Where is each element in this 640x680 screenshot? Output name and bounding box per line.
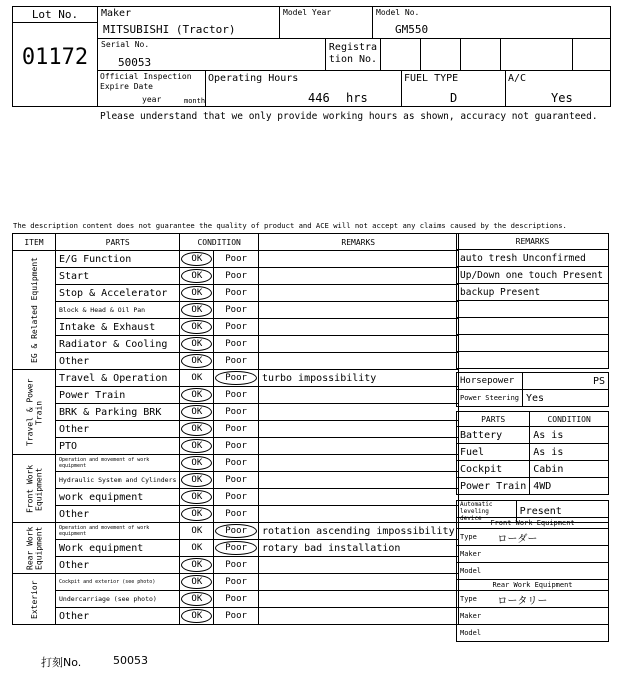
remark-cell	[258, 438, 458, 455]
remarks-header: REMARKS	[258, 234, 458, 251]
front-maker-label: Maker	[457, 546, 495, 563]
part-name: Other	[56, 421, 180, 438]
poor-option[interactable]: Poor	[225, 594, 247, 604]
month-label: month	[184, 97, 206, 105]
spec-row	[457, 427, 609, 444]
front-type-label: Type	[457, 529, 495, 546]
horsepower-row	[457, 373, 609, 390]
poor-option[interactable]: Poor	[225, 339, 247, 349]
item-group-label: EG & Related Equipment	[13, 251, 56, 370]
part-name: Block & Head & Oil Pan	[56, 302, 180, 319]
remark-cell	[258, 455, 458, 472]
spec-row	[457, 461, 609, 478]
poor-option[interactable]: Poor	[225, 611, 247, 621]
poor-option[interactable]: Poor	[225, 390, 247, 400]
poor-cell	[214, 438, 259, 455]
table-row	[13, 574, 459, 591]
ac-value: Yes	[551, 91, 573, 105]
item-group-label: Exterior	[13, 574, 56, 625]
remark-cell	[258, 353, 458, 370]
poor-option[interactable]: Poor	[225, 254, 247, 264]
poor-option[interactable]: Poor	[225, 271, 247, 281]
lot-number: 01172	[21, 45, 89, 70]
poor-cell	[214, 523, 259, 540]
remark-cell: rotation ascending impossibility	[258, 523, 458, 540]
part-name: Undercarriage (see photo)	[56, 591, 180, 608]
model-no-label: Model No.	[376, 8, 420, 17]
poor-cell	[214, 268, 259, 285]
poor-cell	[214, 302, 259, 319]
ok-selected-mark[interactable]: OK	[181, 507, 212, 521]
ok-cell	[180, 353, 214, 370]
right-remark-row	[457, 318, 609, 335]
part-name: PTO	[56, 438, 180, 455]
part-name: Power Train	[56, 387, 180, 404]
ok-cell	[180, 421, 214, 438]
table-row	[13, 268, 459, 285]
poor-option[interactable]: Poor	[225, 458, 247, 468]
ok-selected-mark[interactable]: OK	[181, 609, 212, 623]
remark-cell: turbo impossibility	[258, 370, 458, 387]
right-remark-line	[457, 301, 609, 318]
serial-value: 50053	[118, 56, 152, 69]
part-name: Travel & Operation	[56, 370, 180, 387]
ok-selected-mark[interactable]: OK	[181, 269, 212, 283]
hours-notice: Please understand that we only provide working hours as shown, accuracy not guaranteed.	[100, 111, 598, 122]
right-remarks-table	[456, 233, 609, 369]
poor-selected-mark[interactable]: Poor	[215, 541, 257, 555]
front-work-title: Front Work Equipment	[457, 518, 609, 529]
operating-hours-cell	[206, 71, 402, 106]
inspection-cell	[98, 71, 206, 106]
spec-value: 4WD	[530, 478, 609, 495]
rear-type-value: ロータリー	[494, 591, 608, 608]
part-name: Other	[56, 353, 180, 370]
table-row	[13, 523, 459, 540]
rear-work-title: Rear Work Equipment	[457, 580, 609, 591]
part-name: E/G Function	[56, 251, 180, 268]
rear-type-label: Type	[457, 591, 495, 608]
poor-selected-mark[interactable]: Poor	[215, 371, 257, 385]
ok-cell	[180, 489, 214, 506]
right-remark-row	[457, 301, 609, 318]
remark-cell	[258, 302, 458, 319]
spec-value: Cabin	[530, 461, 609, 478]
serial-label: Serial No.	[101, 40, 150, 49]
poor-cell	[214, 489, 259, 506]
item-group-label: Rear Work Equipment	[13, 523, 56, 574]
registration-box-4	[501, 39, 573, 71]
operating-hours-label: Operating Hours	[208, 73, 299, 84]
ok-cell	[180, 302, 214, 319]
specs-table	[456, 372, 609, 407]
ok-cell	[180, 268, 214, 285]
ok-selected-mark[interactable]: OK	[181, 575, 212, 589]
right-remarks-header: REMARKS	[457, 234, 609, 250]
model-no-cell	[373, 7, 610, 39]
horsepower-label: Horsepower	[457, 373, 523, 390]
auto-leveling-value: Present	[516, 501, 608, 523]
item-group-label: Front Work Equipment	[13, 455, 56, 523]
ok-cell	[180, 591, 214, 608]
poor-cell	[214, 353, 259, 370]
ok-cell	[180, 370, 214, 387]
power-steering-label: Power Steering	[457, 390, 523, 407]
remark-cell	[258, 421, 458, 438]
table-row	[13, 557, 459, 574]
fuel-type-label: FUEL TYPE	[404, 73, 459, 84]
parts-header: PARTS	[56, 234, 180, 251]
part-name: Other	[56, 608, 180, 625]
remark-cell: rotary bad installation	[258, 540, 458, 557]
poor-cell	[214, 319, 259, 336]
table-row	[13, 591, 459, 608]
registration-box-2	[421, 39, 461, 71]
poor-cell	[214, 557, 259, 574]
remark-cell	[258, 608, 458, 625]
poor-option[interactable]: Poor	[225, 424, 247, 434]
part-name: BRK & Parking BRK	[56, 404, 180, 421]
ok-selected-mark[interactable]: OK	[181, 592, 212, 606]
poor-cell	[214, 387, 259, 404]
ok-selected-mark[interactable]: OK	[181, 456, 212, 470]
table-row	[13, 251, 459, 268]
poor-cell	[214, 506, 259, 523]
poor-cell	[214, 574, 259, 591]
poor-option[interactable]: Poor	[225, 288, 247, 298]
part-name: Operation and movement of work equipment	[56, 455, 180, 472]
poor-option[interactable]: Poor	[225, 407, 247, 417]
right-remark-line: Up/Down one touch Present	[457, 267, 609, 284]
front-work-table	[456, 517, 609, 580]
item-group-label: Travel & Power Train	[13, 370, 56, 455]
spec-label: Battery	[457, 427, 530, 444]
spec-row	[457, 478, 609, 495]
table-row	[13, 489, 459, 506]
spec-value: As is	[530, 444, 609, 461]
ok-cell	[180, 336, 214, 353]
right-remark-line: auto tresh Unconfirmed	[457, 250, 609, 267]
ok-selected-mark[interactable]: OK	[181, 286, 212, 300]
parts-condition-header-row	[457, 412, 609, 427]
table-row	[13, 421, 459, 438]
poor-option[interactable]: Poor	[225, 475, 247, 485]
poor-cell	[214, 540, 259, 557]
table-row	[13, 540, 459, 557]
hours-unit: hrs	[346, 91, 368, 105]
table-row	[13, 353, 459, 370]
ok-cell	[180, 506, 214, 523]
remark-cell	[258, 251, 458, 268]
ok-selected-mark[interactable]: OK	[181, 490, 212, 504]
part-name: Work equipment	[56, 540, 180, 557]
year-label: year	[142, 95, 162, 104]
poor-option[interactable]: Poor	[225, 305, 247, 315]
front-maker-value	[494, 546, 608, 563]
ac-label: A/C	[508, 73, 527, 84]
poor-option[interactable]: Poor	[225, 492, 247, 502]
poor-cell	[214, 251, 259, 268]
ok-cell	[180, 251, 214, 268]
part-name: Other	[56, 557, 180, 574]
ok-selected-mark[interactable]: OK	[181, 439, 212, 453]
part-name: Operation and movement of work equipment	[56, 523, 180, 540]
part-name: Hydraulic System and Cylinders	[56, 472, 180, 489]
operating-hours-value: 446	[308, 91, 330, 105]
poor-option[interactable]: Poor	[225, 577, 247, 587]
spec-label: Power Train	[457, 478, 530, 495]
right-remark-row	[457, 267, 609, 284]
fuel-type-cell	[402, 71, 506, 106]
registration-box-5	[573, 39, 610, 71]
ok-option[interactable]: OK	[191, 543, 203, 553]
table-row	[13, 438, 459, 455]
poor-cell	[214, 285, 259, 302]
poor-cell	[214, 608, 259, 625]
maker-cell	[98, 7, 280, 39]
ok-cell	[180, 523, 214, 540]
ok-selected-mark[interactable]: OK	[181, 252, 212, 266]
poor-cell	[214, 591, 259, 608]
poor-option[interactable]: Poor	[225, 560, 247, 570]
remark-cell	[258, 489, 458, 506]
poor-option[interactable]: Poor	[225, 509, 247, 519]
right-remark-row	[457, 250, 609, 267]
table-row	[13, 319, 459, 336]
remark-cell	[258, 506, 458, 523]
part-name: Radiator & Cooling	[56, 336, 180, 353]
ok-selected-mark[interactable]: OK	[181, 388, 212, 402]
poor-option[interactable]: Poor	[225, 441, 247, 451]
inspection-label: Official Inspection Expire Date	[100, 72, 192, 91]
poor-cell	[214, 404, 259, 421]
remark-cell	[258, 387, 458, 404]
serial-cell	[98, 39, 326, 71]
poor-option[interactable]: Poor	[225, 322, 247, 332]
power-steering-value: Yes	[523, 390, 609, 407]
stamp-value: 50053	[113, 654, 148, 667]
condition-header: CONDITION	[180, 234, 259, 251]
front-model-label: Model	[457, 563, 495, 580]
spec-label: Fuel	[457, 444, 530, 461]
ok-option[interactable]: OK	[191, 373, 203, 383]
table-row	[13, 285, 459, 302]
specs-condition-header: CONDITION	[530, 412, 609, 427]
ok-cell	[180, 557, 214, 574]
poor-cell	[214, 336, 259, 353]
remark-cell	[258, 319, 458, 336]
ok-cell	[180, 319, 214, 336]
registration-box-3	[461, 39, 501, 71]
part-name: Cockpit and exterior (see photo)	[56, 574, 180, 591]
stamp-label: 打刻No.	[41, 656, 82, 669]
right-remark-row	[457, 335, 609, 352]
ok-selected-mark[interactable]: OK	[181, 473, 212, 487]
registration-label: Registration No.	[328, 42, 378, 65]
ok-selected-mark[interactable]: OK	[181, 558, 212, 572]
rear-maker-value	[494, 608, 608, 625]
item-header: ITEM	[13, 234, 56, 251]
part-name: work equipment	[56, 489, 180, 506]
part-name: Stop & Accelerator	[56, 285, 180, 302]
ok-cell	[180, 404, 214, 421]
right-remark-line	[457, 352, 609, 369]
spec-value: As is	[530, 427, 609, 444]
lot-label: Lot No.	[13, 7, 97, 23]
model-year-label: Model Year	[283, 8, 332, 17]
ok-cell	[180, 472, 214, 489]
ok-cell	[180, 285, 214, 302]
ok-selected-mark[interactable]: OK	[181, 354, 212, 368]
spec-row	[457, 444, 609, 461]
fuel-type-value: D	[450, 91, 458, 105]
front-model-value	[494, 563, 608, 580]
poor-cell	[214, 370, 259, 387]
ok-option[interactable]: OK	[191, 526, 203, 536]
horsepower-unit: PS	[523, 373, 609, 390]
rear-maker-label: Maker	[457, 608, 495, 625]
remark-cell	[258, 336, 458, 353]
ok-selected-mark[interactable]: OK	[181, 422, 212, 436]
table-header-row	[13, 234, 459, 251]
specs-parts-header: PARTS	[457, 412, 530, 427]
spec-label: Cockpit	[457, 461, 530, 478]
ok-selected-mark[interactable]: OK	[181, 320, 212, 334]
table-row	[13, 387, 459, 404]
inspection-table	[12, 233, 459, 625]
poor-selected-mark[interactable]: Poor	[215, 524, 257, 538]
poor-cell	[214, 472, 259, 489]
ok-selected-mark[interactable]: OK	[181, 337, 212, 351]
front-type-value: ローダー	[494, 529, 608, 546]
right-remark-line: backup Present	[457, 284, 609, 301]
remark-cell	[258, 285, 458, 302]
table-row	[13, 302, 459, 319]
ok-cell	[180, 438, 214, 455]
remark-cell	[258, 557, 458, 574]
ok-cell	[180, 574, 214, 591]
header-grid	[97, 6, 611, 107]
lot-box	[12, 6, 98, 107]
part-name: Intake & Exhaust	[56, 319, 180, 336]
model-year-cell	[280, 7, 373, 39]
part-name: Other	[56, 506, 180, 523]
table-row	[13, 404, 459, 421]
table-row	[13, 506, 459, 523]
remark-cell	[258, 591, 458, 608]
table-row	[13, 608, 459, 625]
poor-cell	[214, 455, 259, 472]
ok-selected-mark[interactable]: OK	[181, 303, 212, 317]
poor-option[interactable]: Poor	[225, 356, 247, 366]
description-notice: The description content does not guarantee the quality of product and ACE will not accept any claims caused by the descriptions.	[13, 221, 567, 230]
ok-cell	[180, 387, 214, 404]
rear-model-label: Model	[457, 625, 495, 642]
ok-cell	[180, 540, 214, 557]
table-row	[13, 370, 459, 387]
ok-cell	[180, 608, 214, 625]
right-remark-row	[457, 284, 609, 301]
auto-leveling-label: Automatic leveling device	[457, 501, 517, 523]
right-remark-row	[457, 352, 609, 369]
table-row	[13, 336, 459, 353]
registration-box-1	[381, 39, 421, 71]
remark-cell	[258, 268, 458, 285]
rear-model-value	[494, 625, 608, 642]
ac-cell	[506, 71, 610, 106]
right-remark-line	[457, 335, 609, 352]
maker-value: MITSUBISHI (Tractor)	[103, 23, 236, 36]
poor-cell	[214, 421, 259, 438]
registration-label-cell	[326, 39, 381, 71]
remark-cell	[258, 404, 458, 421]
remark-cell	[258, 574, 458, 591]
rear-work-table	[456, 579, 609, 642]
table-row	[13, 455, 459, 472]
part-name: Start	[56, 268, 180, 285]
ok-cell	[180, 455, 214, 472]
power-steering-row	[457, 390, 609, 407]
ok-selected-mark[interactable]: OK	[181, 405, 212, 419]
right-remark-line	[457, 318, 609, 335]
model-no-value: GM550	[395, 23, 429, 36]
maker-label: Maker	[101, 8, 132, 19]
parts-condition-table	[456, 411, 609, 495]
remark-cell	[258, 472, 458, 489]
table-row	[13, 472, 459, 489]
